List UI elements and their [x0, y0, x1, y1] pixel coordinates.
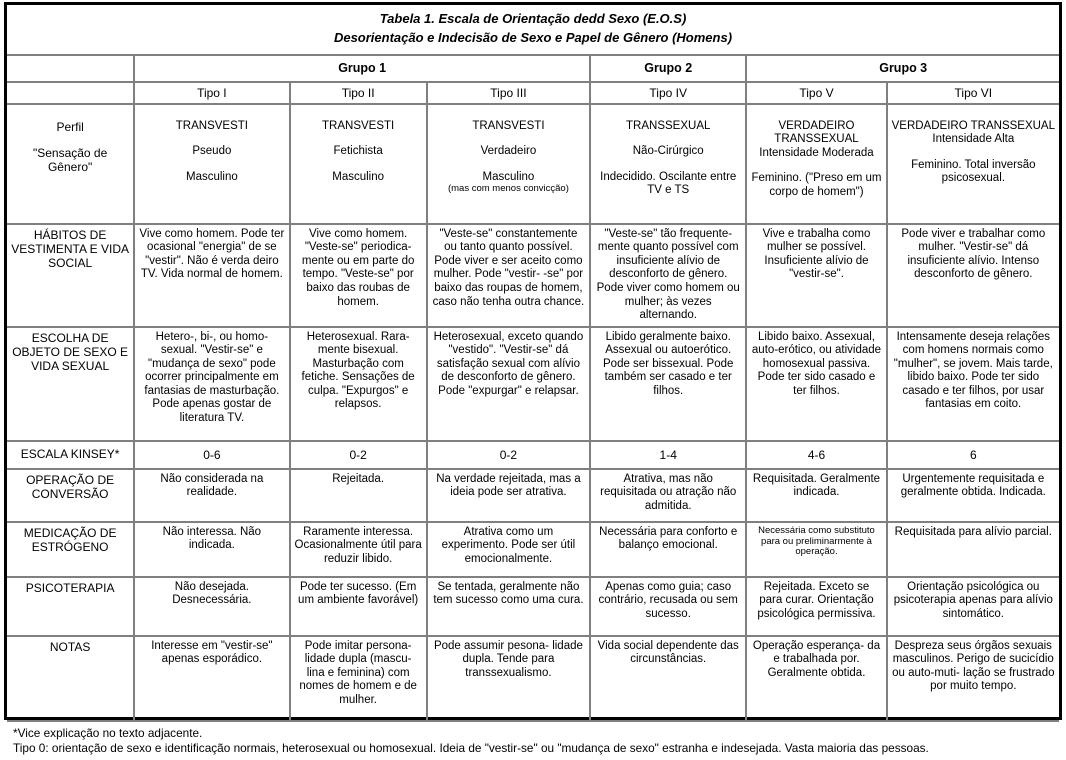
cell-perfil-tipo-5	[746, 104, 886, 224]
cell-escolha-tipo-5	[746, 327, 886, 441]
cell-text: 1-4	[659, 447, 677, 462]
cell-text: Masculino	[332, 170, 385, 183]
cell-perfil-tipo-2	[290, 104, 427, 224]
table-row-operacao	[7, 469, 1059, 522]
cell-habitos-tipo-6	[887, 224, 1059, 327]
cell-text: Heterosexual, exceto quando "vestido". "Vestir-se" dá satisfação sexual com alívio de desconforto de gênero. Pode "expurgar" e relapsar.	[433, 330, 584, 397]
cell-text: Rejeitada. Exceto se para curar. Orientação psicológica permissiva.	[757, 580, 876, 620]
cell-text: Na verdade rejeitada, mas a ideia pode ser atrativa.	[436, 472, 581, 499]
cell-habitos-tipo-1	[134, 224, 289, 327]
cell-kinsey-tipo-4	[590, 441, 746, 469]
cell-text: Hetero-, bi-, ou homo- sexual. "Vestir-se" e "mudança de sexo" pode ocorrer principalmente em fantasias de masturbação. Pode apenas gostar de literatura TV.	[144, 330, 280, 424]
cell-medicacao-tipo-6	[887, 522, 1059, 577]
cell-perfil-tipo-1	[134, 104, 289, 224]
table-row-escolha	[7, 327, 1059, 441]
cell-escolha-tipo-1	[134, 327, 289, 441]
table-row-habitos	[7, 224, 1059, 327]
cell-perfil-tipo-3	[427, 104, 590, 224]
cell-text: Feminino. ("Preso em um corpo de homem")	[751, 172, 882, 198]
cell-psicoterapia-tipo-2	[290, 577, 427, 636]
cell-text: 0-2	[499, 447, 518, 462]
cell-text: 4-6	[807, 447, 826, 462]
cell-text: TRANSSEXUAL	[626, 119, 711, 132]
cell-text: Libido geralmente baixo. Assexual ou autoerótico. Pode ser bissexual. Pode também ser casado e ter filhos.	[603, 330, 734, 397]
type-header-3: Tipo III	[427, 82, 590, 104]
footnote-1: *Vice explicação no texto adjacente.	[13, 725, 203, 740]
cell-operacao-tipo-5	[746, 469, 886, 522]
cell-text: Pode viver e trabalhar como mulher. "Vestir-se" dá insuficiente alívio. Intenso desconforto de gênero.	[901, 227, 1046, 281]
cell-text: Rejeitada.	[332, 472, 385, 485]
cell-text: Masculino	[185, 170, 238, 183]
cell-text: "Sensação de Gênero"	[32, 146, 108, 175]
table-frame	[4, 2, 1062, 755]
cell-text: PSICOTERAPIA	[25, 580, 115, 595]
cell-habitos-tipo-4	[590, 224, 746, 327]
cell-text: Pode assumir pesona- lidade dupla. Tende para transsexualismo.	[433, 639, 583, 679]
cell-kinsey-tipo-6	[887, 441, 1059, 469]
cell-text: OPERAÇÃO DE CONVERSÃO	[26, 472, 115, 502]
cell-kinsey-tipo-2	[290, 441, 427, 469]
cell-text: Masculino	[482, 170, 535, 183]
cell-text: Atrativa, mas não requisitada ou atração não admitida.	[600, 472, 737, 512]
row-label-medicacao	[7, 522, 134, 577]
cell-notas-tipo-6	[887, 636, 1059, 720]
cell-kinsey-tipo-1	[134, 441, 289, 469]
group-header-1: Grupo 1	[134, 56, 590, 82]
cell-text: Operação esperança- da e trabalhada por. Geralmente obtida.	[752, 639, 881, 679]
cell-text: Atrativa como um experimento. Pode ser útil emocionalmente.	[441, 525, 576, 565]
cell-medicacao-tipo-3	[427, 522, 590, 577]
type-header-row	[7, 82, 1059, 104]
cell-text: Interesse em "vestir-se" apenas esporádico.	[151, 639, 273, 666]
cell-text: Urgentemente requisitada e geralmente obtida. Indicada.	[900, 472, 1046, 499]
cell-text: Necessária para conforto e balanço emocional.	[599, 525, 738, 552]
cell-text: Vive e trabalha como mulher se possível. Insuficiente alívio de "vestir-se".	[762, 227, 871, 281]
group-header-2: Grupo 2	[590, 56, 746, 82]
cell-text: Orientação psicológica ou psicoterapia apenas para alívio sintomático.	[893, 580, 1053, 620]
cell-text: (mas com menos convicção)	[447, 183, 569, 195]
cell-habitos-tipo-2	[290, 224, 427, 327]
cell-text: Requisitada para alívio parcial.	[894, 525, 1052, 538]
cell-text: Libido baixo. Assexual, auto-erótico, ou atividade homosexual passiva. Pode ter sido casado e ter filhos.	[751, 330, 882, 397]
eos-table	[7, 56, 1059, 720]
row-label-habitos	[7, 224, 134, 327]
cell-psicoterapia-tipo-6	[887, 577, 1059, 636]
footnotes	[7, 720, 1059, 760]
cell-operacao-tipo-3	[427, 469, 590, 522]
type-header-1: Tipo I	[134, 82, 289, 104]
cell-text: Apenas como guia; caso contrário, recusada ou sem sucesso.	[598, 580, 738, 620]
row-label-psicoterapia	[7, 577, 134, 636]
cell-text: Feminino. Total inversão psicosexual.	[911, 158, 1036, 185]
cell-text: Perfil	[56, 119, 84, 134]
type-header-6: Tipo VI	[887, 82, 1059, 104]
cell-operacao-tipo-4	[590, 469, 746, 522]
cell-text: Pode imitar persona- lidade dupla (mascu- lina e feminina) com nomes de homem e de mulher.	[299, 639, 417, 706]
cell-text: VERDADEIRO TRANSSEXUAL Intensidade Moderada	[759, 119, 874, 159]
cell-habitos-tipo-5	[746, 224, 886, 327]
cell-text: TRANSVESTI	[322, 119, 395, 132]
table-row-psicoterapia	[7, 577, 1059, 636]
cell-text: Não-Cirúrgico	[632, 145, 704, 158]
title-line-1: Tabela 1. Escala de Orientação dedd Sexo (E.O.S)	[379, 11, 687, 26]
table-row-kinsey	[7, 441, 1059, 469]
cell-medicacao-tipo-1	[134, 522, 289, 577]
cell-text: "Veste-se" tão frequente- mente quanto possível com insuficiente alívio de desconforto de gênero. Pode viver como homem ou mulher; às vezes alternando.	[596, 227, 740, 322]
cell-text: 0-6	[203, 447, 221, 462]
footnote-2: Tipo 0: orientação de sexo e identificação normais, heterosexual ou homosexual. Ideia de "vestir-se" ou "mudança de sexo" estranha e indesejada. Vasta maioria das pessoas.	[13, 740, 929, 755]
table-row-medicacao	[7, 522, 1059, 577]
cell-habitos-tipo-3	[427, 224, 590, 327]
type-header-5: Tipo V	[746, 82, 886, 104]
table-row-perfil	[7, 104, 1059, 224]
group-header-3: Grupo 3	[746, 56, 1059, 82]
cell-text: Intensamente deseja relações com homens normais como "mulher", se jovem. Mais tarde, libido baixo. Pode ter sido casado e ter filhos, por usar fantasias em coito.	[893, 330, 1053, 411]
cell-notas-tipo-1	[134, 636, 289, 720]
cell-text: Requisitada. Geralmente indicada.	[752, 472, 881, 499]
cell-text: Heterosexual. Rara- mente bisexual. Masturbação com fetiche. Sensações de culpa. "Expurgos" e relapsos.	[301, 330, 415, 411]
cell-operacao-tipo-6	[887, 469, 1059, 522]
group-header-empty	[7, 56, 134, 82]
title-line-2: Desorientação e Indecisão de Sexo e Papel de Gênero (Homens)	[333, 29, 733, 45]
cell-text: HÁBITOS DE VESTIMENTA E VIDA SOCIAL	[11, 227, 130, 271]
row-label-kinsey	[7, 441, 134, 469]
cell-notas-tipo-5	[746, 636, 886, 720]
cell-perfil-tipo-4	[590, 104, 746, 224]
cell-text: TRANSVESTI	[175, 119, 248, 132]
cell-text: Não interessa. Não indicada.	[162, 525, 262, 552]
cell-text: Indecidido. Oscilante entre TV e TS	[600, 170, 737, 197]
row-label-escolha	[7, 327, 134, 441]
cell-medicacao-tipo-4	[590, 522, 746, 577]
cell-text: VERDADEIRO TRANSSEXUAL Intensidade Alta	[891, 119, 1055, 146]
row-label-perfil	[7, 104, 134, 224]
cell-text: Verdadeiro	[480, 145, 537, 158]
cell-escolha-tipo-3	[427, 327, 590, 441]
type-header-4: Tipo IV	[590, 82, 746, 104]
cell-text: ESCOLHA DE OBJETO DE SEXO E VIDA SEXUAL	[12, 330, 129, 374]
cell-text: Pseudo	[192, 145, 232, 158]
cell-escolha-tipo-6	[887, 327, 1059, 441]
cell-text: Vive como homem. "Veste-se" periodica- mente ou em parte do tempo. "Veste-se" por baixo das roubas de homem.	[301, 227, 415, 308]
table-title	[7, 5, 1059, 56]
cell-medicacao-tipo-5	[746, 522, 886, 577]
cell-text: Não desejada. Desnecessária.	[172, 580, 252, 607]
cell-escolha-tipo-4	[590, 327, 746, 441]
cell-kinsey-tipo-5	[746, 441, 886, 469]
cell-text: NOTAS	[49, 639, 91, 654]
table-body	[7, 104, 1059, 720]
cell-operacao-tipo-2	[290, 469, 427, 522]
type-header-empty	[7, 82, 134, 104]
table-row-notas	[7, 636, 1059, 720]
cell-perfil-tipo-6	[887, 104, 1059, 224]
cell-psicoterapia-tipo-3	[427, 577, 590, 636]
cell-text: Não considerada na realidade.	[160, 472, 264, 499]
cell-psicoterapia-tipo-5	[746, 577, 886, 636]
cell-text: Pode ter sucesso. (Em um ambiente favorável)	[298, 580, 419, 607]
cell-text: Se tentada, geralmente não tem sucesso como uma cura.	[433, 580, 584, 607]
cell-text: 0-2	[349, 447, 367, 462]
cell-medicacao-tipo-2	[290, 522, 427, 577]
cell-kinsey-tipo-3	[427, 441, 590, 469]
cell-psicoterapia-tipo-4	[590, 577, 746, 636]
cell-text: Fetichista	[333, 145, 383, 158]
cell-text: TRANSVESTI	[472, 119, 545, 132]
cell-text: Vive como homem. Pode ter ocasional "energia" de se "vestir". Não é verda deiro TV. Vida normal de homem.	[139, 227, 285, 281]
cell-psicoterapia-tipo-1	[134, 577, 289, 636]
cell-text: Necessária como substituto para ou preliminarmente à operação.	[758, 524, 875, 558]
cell-operacao-tipo-1	[134, 469, 289, 522]
group-header-row	[7, 56, 1059, 82]
cell-escolha-tipo-2	[290, 327, 427, 441]
cell-text: Vida social dependente das circunstâncias.	[597, 639, 739, 666]
cell-text: Raramente interessa. Ocasionalmente útil para reduzir libido.	[294, 525, 422, 565]
cell-notas-tipo-3	[427, 636, 590, 720]
cell-text: Despreza seus órgãos sexuais masculinos. Perigo de sucicídio ou auto-muti- lação se frustrado por muito tempo.	[892, 639, 1055, 693]
row-label-notas	[7, 636, 134, 720]
cell-notas-tipo-2	[290, 636, 427, 720]
type-header-2: Tipo II	[290, 82, 427, 104]
row-label-operacao	[7, 469, 134, 522]
cell-text: ESCALA KINSEY*	[20, 447, 120, 462]
cell-notas-tipo-4	[590, 636, 746, 720]
cell-text: 6	[969, 447, 977, 462]
cell-text: MEDICAÇÃO DE ESTRÓGENO	[23, 525, 117, 555]
cell-text: "Veste-se" constantemente ou tanto quanto possível. Pode viver e ser aceito como mulher. Pode "vestir- -se" por baixo das roupas de homem, caso não tenha outra chance.	[432, 227, 585, 308]
